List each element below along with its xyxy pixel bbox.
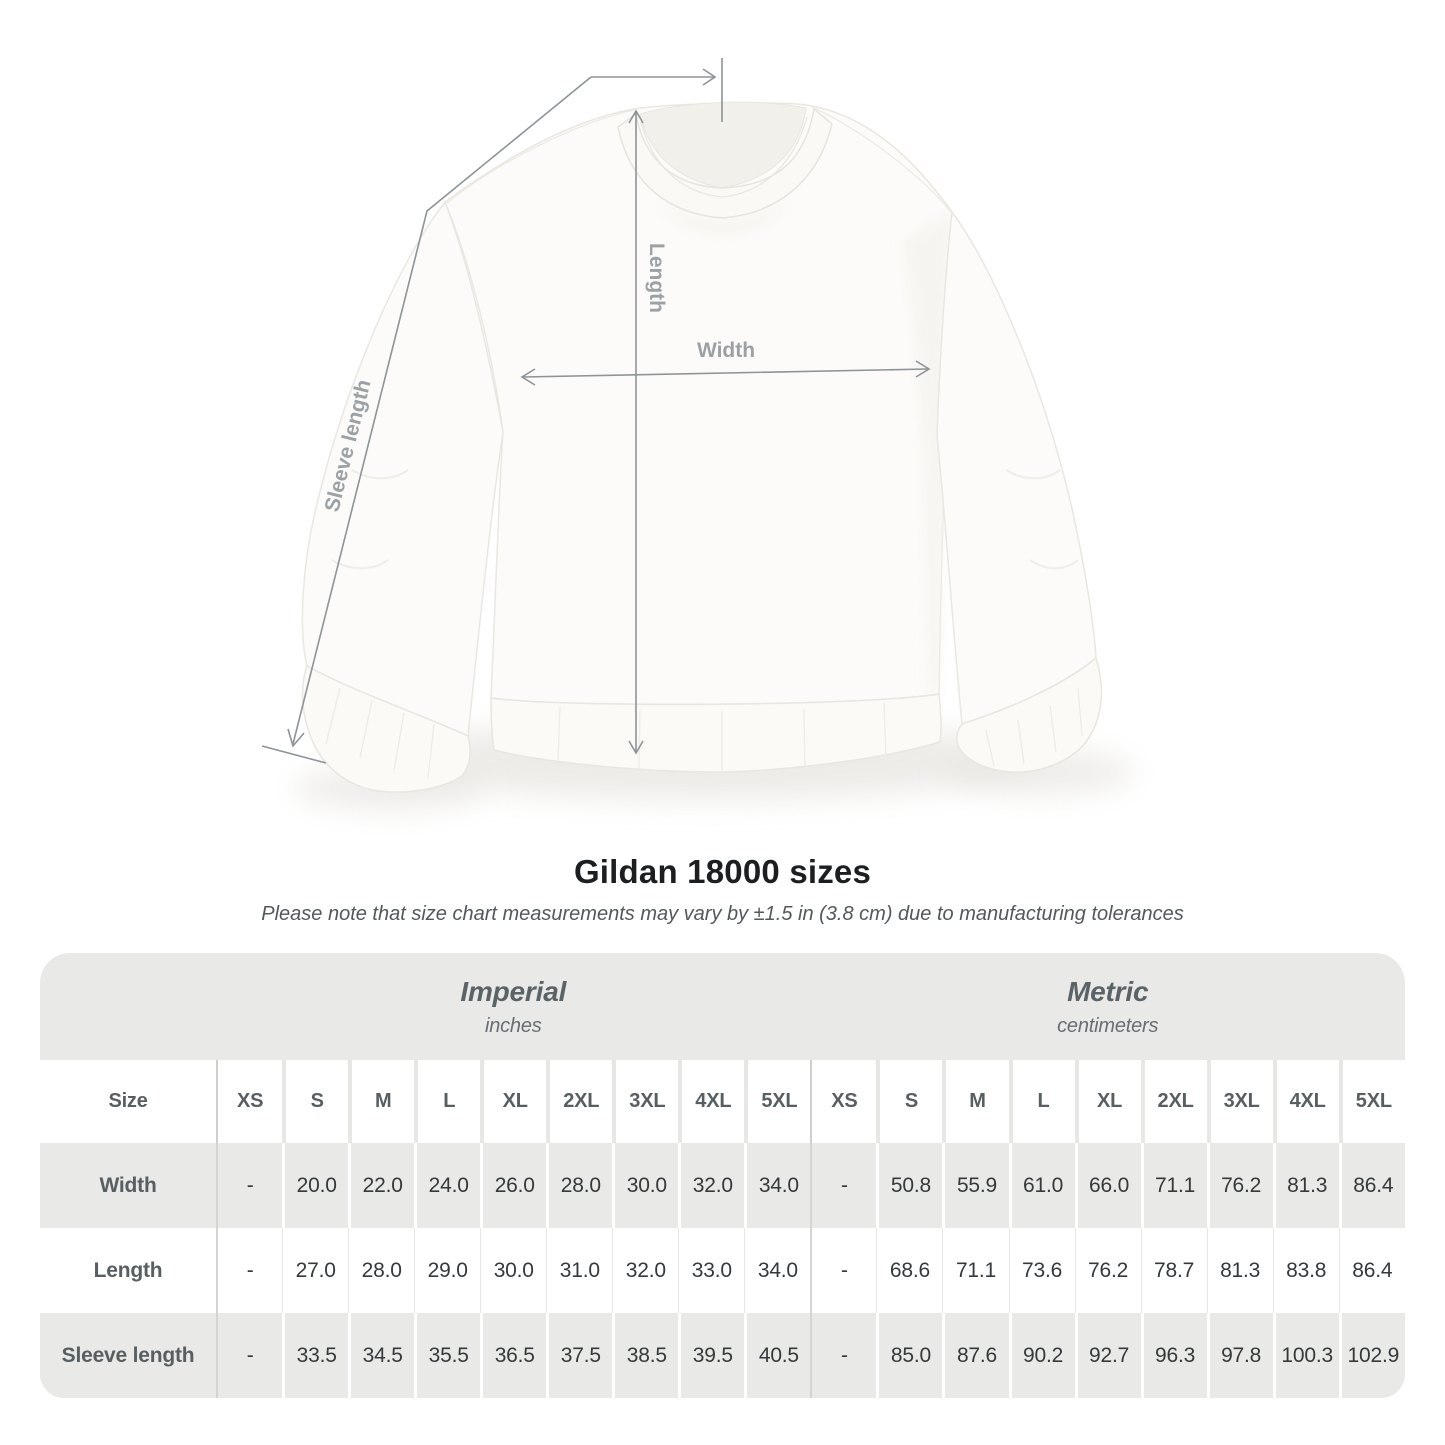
size-header-row bbox=[40, 1060, 1405, 1143]
table-cell: - bbox=[216, 1228, 282, 1313]
table-cell: 100.3 bbox=[1273, 1313, 1339, 1398]
table-cell: 32.0 bbox=[678, 1143, 744, 1228]
table-cell: 81.3 bbox=[1273, 1143, 1339, 1228]
length-label: Length bbox=[645, 243, 668, 313]
imperial-label: Imperial bbox=[460, 975, 567, 1007]
size-col-header: L bbox=[1009, 1060, 1075, 1143]
table-cell: 87.6 bbox=[942, 1313, 1008, 1398]
table-row-sleeve-length bbox=[40, 1313, 1405, 1398]
right-sleeve bbox=[937, 212, 1096, 724]
size-col-header: S bbox=[876, 1060, 942, 1143]
size-col-header: 2XL bbox=[546, 1060, 612, 1143]
size-col-header: XS bbox=[216, 1060, 282, 1143]
size-col-header: XL bbox=[1075, 1060, 1141, 1143]
table-row-length bbox=[40, 1228, 1405, 1313]
row-label-width: Width bbox=[40, 1143, 216, 1228]
table-cell: 30.0 bbox=[480, 1228, 546, 1313]
table-cell: - bbox=[216, 1143, 282, 1228]
table-cell: 96.3 bbox=[1141, 1313, 1207, 1398]
table-cell: 78.7 bbox=[1141, 1228, 1207, 1313]
size-table-wrap bbox=[40, 953, 1405, 1398]
metric-label: Metric bbox=[1067, 975, 1149, 1007]
table-cell: - bbox=[216, 1313, 282, 1398]
table-cell: 50.8 bbox=[876, 1143, 942, 1228]
size-col-header: 4XL bbox=[1273, 1060, 1339, 1143]
table-cell: 85.0 bbox=[876, 1313, 942, 1398]
metric-unit: centimeters bbox=[1057, 1014, 1159, 1037]
table-cell: 40.5 bbox=[744, 1313, 810, 1398]
imperial-unit: inches bbox=[484, 1014, 542, 1037]
size-col-header: 5XL bbox=[1339, 1060, 1405, 1143]
size-col-header: 4XL bbox=[678, 1060, 744, 1143]
table-cell: 34.0 bbox=[744, 1143, 810, 1228]
table-cell: 31.0 bbox=[546, 1228, 612, 1313]
table-cell: 36.5 bbox=[480, 1313, 546, 1398]
table-cell: 92.7 bbox=[1075, 1313, 1141, 1398]
table-cell: 83.8 bbox=[1273, 1228, 1339, 1313]
table-cell: 71.1 bbox=[942, 1228, 1008, 1313]
size-col-header: M bbox=[942, 1060, 1008, 1143]
table-cell: 34.5 bbox=[348, 1313, 414, 1398]
page-title: Gildan 18000 sizes bbox=[573, 853, 872, 890]
page-subtitle: Please note that size chart measurements may vary by ±1.5 in (3.8 cm) due to manufacturing tolerances bbox=[261, 903, 1184, 925]
table-cell: 66.0 bbox=[1075, 1143, 1141, 1228]
size-col-header: XS bbox=[810, 1060, 876, 1143]
table-cell: 68.6 bbox=[876, 1228, 942, 1313]
table-cell: 35.5 bbox=[414, 1313, 480, 1398]
table-cell: 34.0 bbox=[744, 1228, 810, 1313]
table-cell: 73.6 bbox=[1009, 1228, 1075, 1313]
table-cell: - bbox=[810, 1143, 876, 1228]
size-col-header: S bbox=[282, 1060, 348, 1143]
unit-band-row bbox=[40, 953, 1405, 1060]
table-cell: 37.5 bbox=[546, 1313, 612, 1398]
table-cell: 71.1 bbox=[1141, 1143, 1207, 1228]
table-cell: 81.3 bbox=[1207, 1228, 1273, 1313]
row-label-length: Length bbox=[40, 1228, 216, 1313]
size-col-header: 5XL bbox=[744, 1060, 810, 1143]
row-label-sleeve-length: Sleeve length bbox=[40, 1313, 216, 1398]
sleeve-length-label: Sleeve length bbox=[320, 377, 376, 515]
table-cell: - bbox=[810, 1313, 876, 1398]
table-cell: 61.0 bbox=[1009, 1143, 1075, 1228]
size-col-header: 3XL bbox=[1207, 1060, 1273, 1143]
size-col-header: 3XL bbox=[612, 1060, 678, 1143]
table-cell: 27.0 bbox=[282, 1228, 348, 1313]
table-cell: 30.0 bbox=[612, 1143, 678, 1228]
table-cell: 55.9 bbox=[942, 1143, 1008, 1228]
size-col-header: L bbox=[414, 1060, 480, 1143]
table-cell: 86.4 bbox=[1339, 1143, 1405, 1228]
table-cell: 22.0 bbox=[348, 1143, 414, 1228]
table-cell: 28.0 bbox=[348, 1228, 414, 1313]
table-cell: 32.0 bbox=[612, 1228, 678, 1313]
width-label: Width bbox=[696, 339, 756, 362]
table-cell: 24.0 bbox=[414, 1143, 480, 1228]
table-cell: 20.0 bbox=[282, 1143, 348, 1228]
table-cell: 38.5 bbox=[612, 1313, 678, 1398]
table-cell: 90.2 bbox=[1009, 1313, 1075, 1398]
size-col-header: 2XL bbox=[1141, 1060, 1207, 1143]
title-block bbox=[0, 853, 1445, 927]
size-col-header: M bbox=[348, 1060, 414, 1143]
metric-band bbox=[810, 953, 1405, 1060]
size-header: Size bbox=[40, 1060, 216, 1143]
imperial-band bbox=[216, 953, 810, 1060]
table-cell: 33.0 bbox=[678, 1228, 744, 1313]
table-cell: 86.4 bbox=[1339, 1228, 1405, 1313]
size-table bbox=[40, 953, 1405, 1398]
table-cell: 102.9 bbox=[1339, 1313, 1405, 1398]
table-cell: 28.0 bbox=[546, 1143, 612, 1228]
table-cell: 76.2 bbox=[1075, 1228, 1141, 1313]
table-row-width bbox=[40, 1143, 1405, 1228]
table-cell: 97.8 bbox=[1207, 1313, 1273, 1398]
table-cell: 33.5 bbox=[282, 1313, 348, 1398]
table-cell: - bbox=[810, 1228, 876, 1313]
table-cell: 26.0 bbox=[480, 1143, 546, 1228]
band-corner bbox=[40, 953, 216, 1060]
table-cell: 39.5 bbox=[678, 1313, 744, 1398]
size-col-header: XL bbox=[480, 1060, 546, 1143]
sweatshirt bbox=[302, 102, 1101, 792]
table-cell: 29.0 bbox=[414, 1228, 480, 1313]
table-cell: 76.2 bbox=[1207, 1143, 1273, 1228]
